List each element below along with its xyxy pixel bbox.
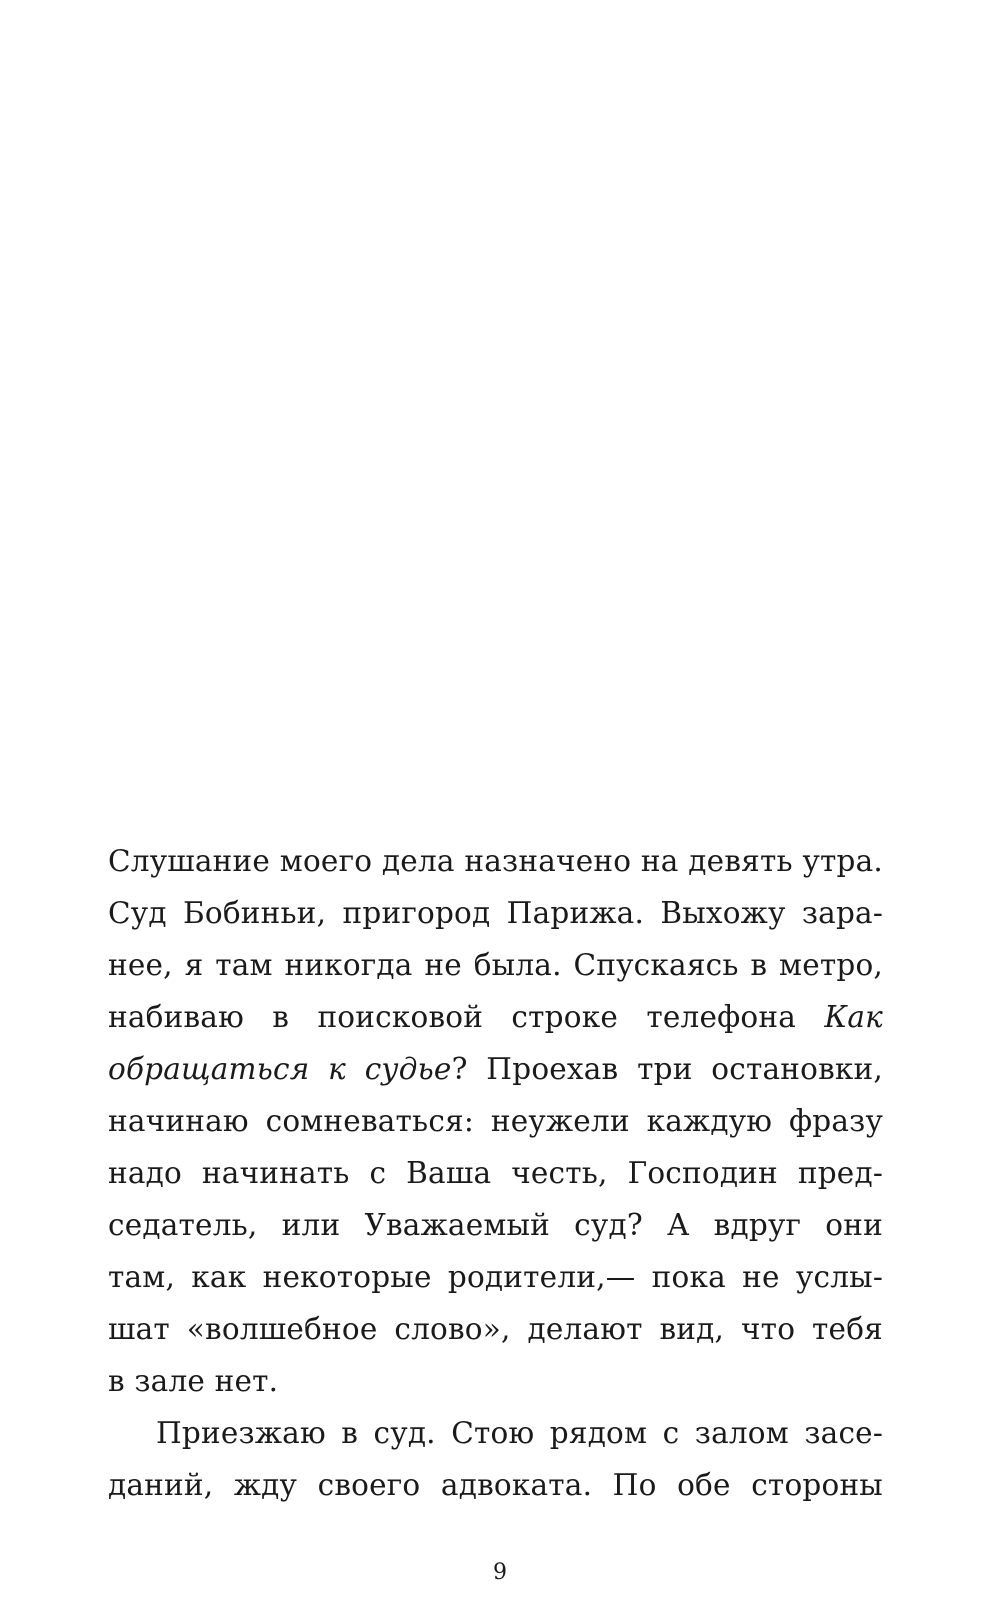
text-line: шат «волшебное слово», делают вид, что тебя [108, 1312, 883, 1346]
text-segment: набиваю в поисковой строке телефона [108, 1000, 825, 1034]
text-line [108, 991, 883, 1043]
text-line: надо начинать с Ваша честь, Господин пред- [108, 1156, 883, 1190]
text-line: нее, я там никогда не была. Спускаясь в метро, [108, 948, 883, 982]
text-line: в зале нет. [108, 1364, 279, 1398]
italic-text: Как [824, 1000, 883, 1034]
text-segment: ? Проехав три остановки, [451, 1052, 883, 1086]
italic-text: обращаться к судье [108, 1052, 452, 1086]
text-line: даний, жду своего адвоката. По обе стороны [108, 1468, 883, 1502]
page-number: 9 [493, 1560, 507, 1585]
text-line [108, 1043, 883, 1095]
text-line: Суд Бобиньи, пригород Парижа. Выхожу зара- [108, 896, 883, 930]
text-line: Приезжаю в суд. Стою рядом с залом засе- [156, 1416, 883, 1450]
body-text [108, 835, 883, 1511]
text-line: Слушание моего дела назначено на девять утра. [108, 844, 883, 878]
text-line: там, как некоторые родители,— пока не услы- [108, 1260, 883, 1294]
text-line: седатель, или Уважаемый суд? А вдруг они [108, 1208, 883, 1242]
text-line: начинаю сомневаться: неужели каждую фразу [108, 1104, 883, 1138]
